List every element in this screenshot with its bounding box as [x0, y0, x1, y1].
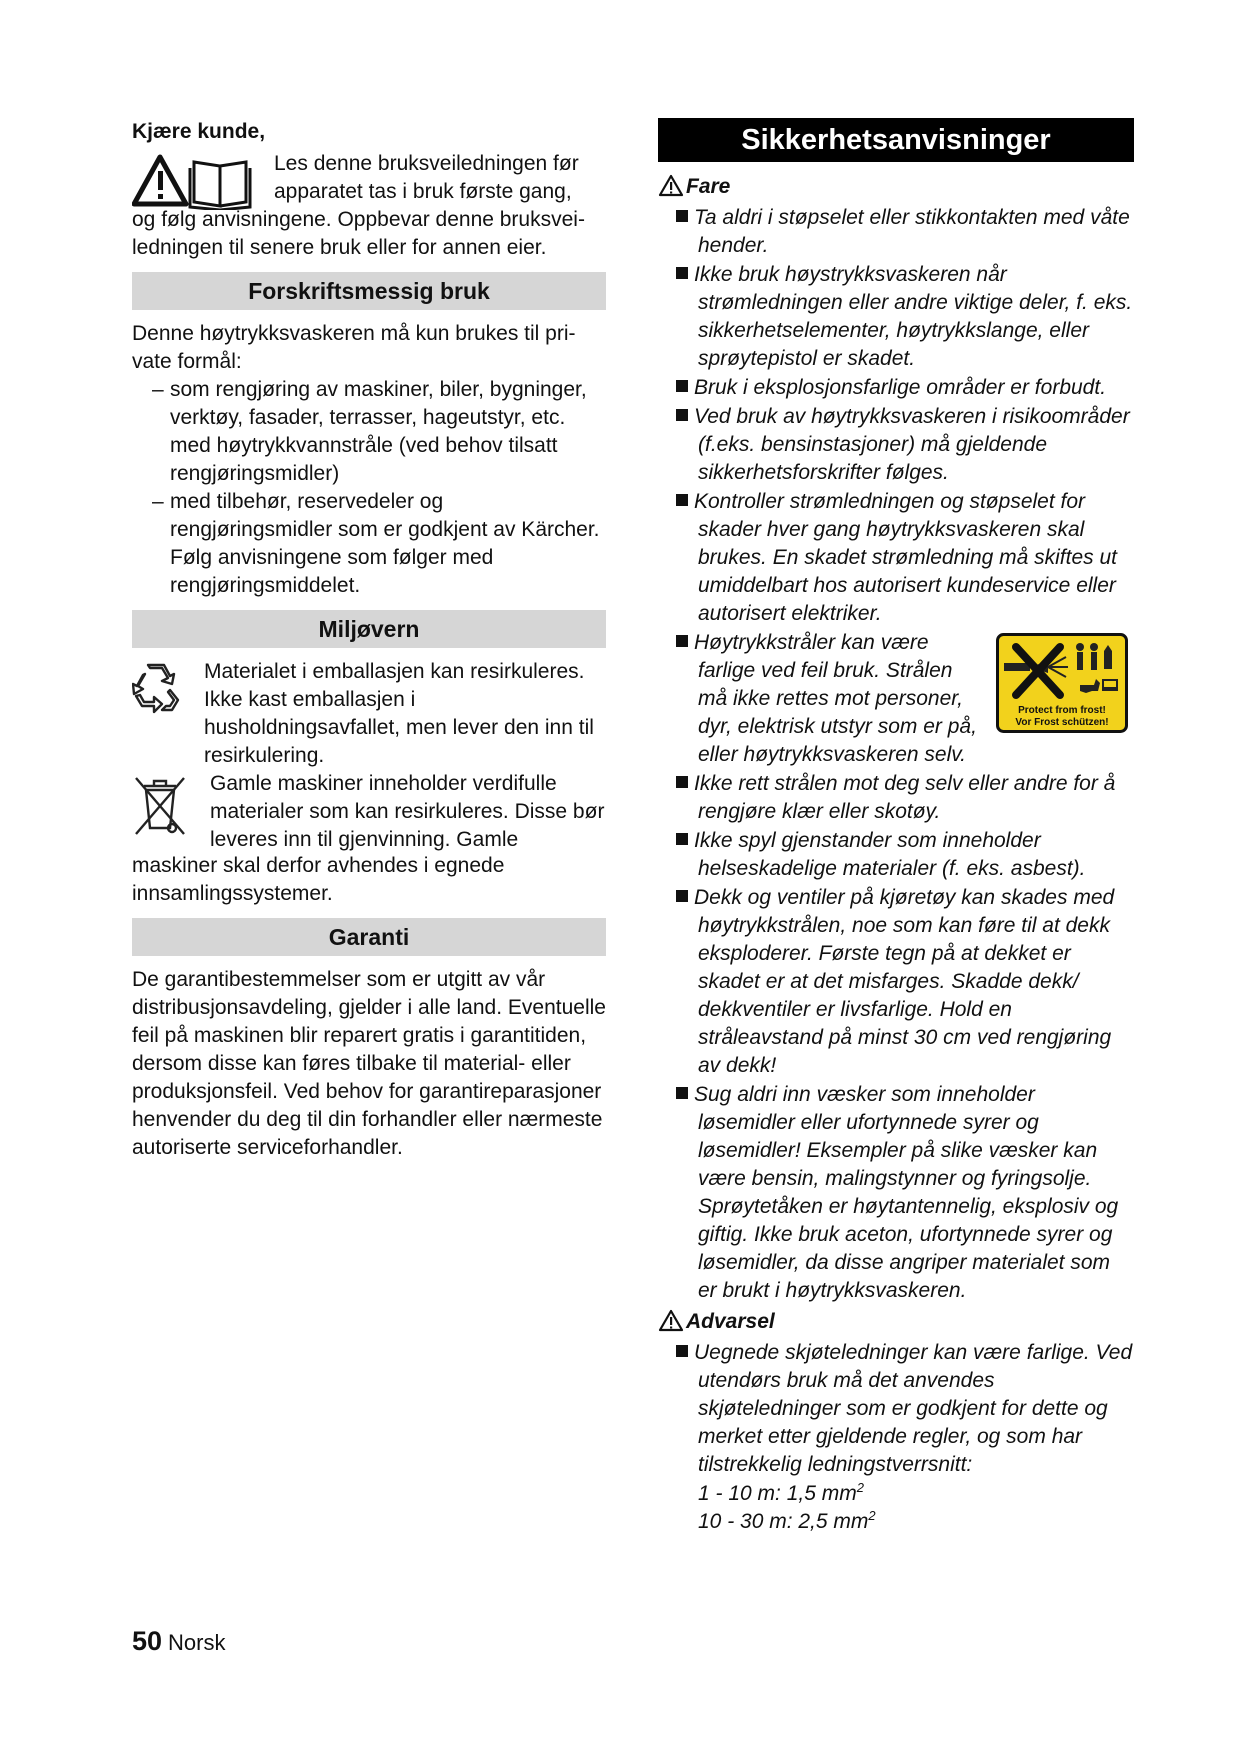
heading-sikkerhetsanvisninger: Sikkerhetsanvisninger: [658, 118, 1134, 162]
bullet-square: [676, 494, 688, 506]
dash-marker: –: [152, 378, 164, 401]
fare-heading: [658, 172, 1134, 202]
right-column: [658, 118, 1134, 1536]
garanti-text: De garantibestemmelser som er utgitt av vår distribusjonsavdeling, gjelder i alle land. Eventuelle feil på maskinen blir reparert gratis i garantitiden, dersom disse kan føres tilbake til material- eller produksjonsfeil. Ved behov for garantireparasjoner henvender du deg til din forhandler eller nærmeste autoriserte serviceforhandler.: [132, 968, 606, 1159]
recycling-icon: [132, 662, 182, 714]
left-column: [132, 118, 606, 1162]
forskrift-text: Denne høytrykksvaskeren må kun brukes til pri-vate formål:: [132, 322, 576, 373]
advarsel-spec-1: [658, 1480, 1134, 1508]
crossed-bin-icon: [132, 774, 188, 838]
fare-bullet-5-text: Kontroller strømledningen og støpselet for skader hver gang høytrykksvaskeren skal brukes. En skadet strømledning må skiftes ut umiddelbart hos autorisert kundeservice eller autorisert elektriker.: [694, 490, 1118, 625]
fare-bullet-9-text: Dekk og ventiler på kjøretøy kan skades med høytrykkstrålen, noe som kan føre til at dekk eksploderer. Første tegn på at dekket er skadet er at det misfarges. Skadde dekk/ dekkventiler er livsfarlige. Hold en stråleavstand på minst 30 cm ved rengjøring av dekk!: [694, 886, 1115, 1077]
intro-line-3: og følg anvisningene. Oppbevar denne bruksvei-: [132, 208, 585, 231]
intro-line-4: ledningen til senere bruk eller for annen eier.: [132, 236, 547, 259]
fare-bullet-10-text: Sug aldri inn væsker som inneholder løsemidler eller ufortynnede syrer og løsemidler! Eksempler på slike væsker kan være bensin, malingstynner og fyringsolje. Sprøytetåken er høytantennelig, eksplosiv og giftig. Ikke bruk aceton, ufortynnede syrer og løsemidler, da disse angriper materialet som er brukt i høytrykksvaskeren.: [694, 1083, 1119, 1302]
advarsel-spec-2: [658, 1508, 1134, 1536]
advarsel-label: Advarsel: [686, 1310, 775, 1333]
fare-bullet-1-text: Ta aldri i støpselet eller stikkontakten med våte hender.: [694, 206, 1130, 257]
fare-bullet-4-text: Ved bruk av høytrykksvaskeren i risikoområder (f.eks. bensinstasjoner) må gjeldende sikkerhetsforskrifter følges.: [694, 405, 1130, 484]
weee-text-cont: maskiner skal derfor avhendes i egnede innsamlingssystemer.: [132, 854, 505, 905]
intro-line-2: apparatet tas i bruk første gang,: [274, 180, 572, 203]
footer-language: Norsk: [168, 1630, 226, 1655]
superscript-2: 2: [868, 1508, 876, 1523]
fare-bullet-7-text: Ikke rett strålen mot deg selv eller andre for å rengjøre klær eller skotøy.: [694, 772, 1116, 823]
heading-garanti: Garanti: [132, 918, 606, 956]
bullet-square: [676, 1345, 688, 1357]
advarsel-spec-1-text: 1 - 10 m: 1,5 mm: [698, 1482, 857, 1505]
bullet-square: [676, 380, 688, 392]
bullet-square: [676, 409, 688, 421]
sticker-line-2: Vor Frost schützen!: [1015, 717, 1109, 728]
sticker-line-1: Protect from frost!: [1018, 705, 1106, 716]
advarsel-heading: [658, 1307, 1134, 1337]
fare-bullet-1: [658, 204, 1134, 260]
forskrift-item-2-text: med tilbehør, reservedeler og rengjøringsmidler som er godkjent av Kärcher. Følg anvisningene som følger med rengjøringsmiddelet.: [170, 490, 600, 597]
intro-block: [132, 150, 606, 262]
bullet-square: [676, 635, 688, 647]
bullet-square: [676, 267, 688, 279]
warning-triangle-icon: [658, 1309, 684, 1332]
dash-marker: –: [152, 490, 164, 513]
fare-bullet-2: [658, 261, 1134, 373]
bullet-square: [676, 890, 688, 902]
weee-block: [132, 770, 606, 854]
fare-bullet-4: [658, 403, 1134, 487]
bullet-square: [676, 1087, 688, 1099]
heading-forskriftsmessig-bruk: Forskriftsmessig bruk: [132, 272, 606, 310]
forskrift-item-2: [132, 488, 606, 600]
fare-bullet-6-text: Høytrykkstråler kan være farlige ved feil bruk. Strålen må ikke rettes mot personer, dyr, elektrisk utstyr som er på, eller høytrykksvaskeren selv.: [694, 631, 977, 766]
weee-text: Gamle maskiner inneholder verdifulle materialer som kan resirkuleres. Disse bør leveres inn til gjenvinning. Gamle: [210, 772, 605, 851]
page-number: 50: [132, 1626, 163, 1656]
fare-bullet-9: [658, 884, 1134, 1080]
advarsel-bullet-text: Uegnede skjøteledninger kan være farlige. Ved utendørs bruk må det anvendes skjøteledninger som er godkjent for dette og merket etter gjeldende regler, og som har tilstrekkelig ledningstverrsnitt:: [694, 1341, 1133, 1476]
fare-bullet-5: [658, 488, 1134, 628]
fare-bullet-10: [658, 1081, 1134, 1305]
high-pressure-warning-sticker-icon: [996, 633, 1128, 733]
advarsel-spec-2-text: 10 - 30 m: 2,5 mm: [698, 1510, 869, 1533]
fare-bullet-6: [658, 629, 984, 769]
greeting: Kjære kunde,: [132, 120, 266, 143]
fare-bullet-7: [658, 770, 1134, 826]
fare-bullet-8: [658, 827, 1134, 883]
intro-line-1: Les denne bruksveiledningen før: [274, 152, 579, 175]
forskrift-item-1: [132, 376, 606, 488]
recycling-block: [132, 658, 606, 770]
warning-book-icon: [132, 154, 254, 210]
fare-bullet-2-text: Ikke bruk høystrykksvaskeren når strømledningen eller andre viktige deler, f. eks. sikkerhetselementer, høytrykkslange, eller sprøytepistol er skadet.: [694, 263, 1133, 370]
warning-triangle-icon: [658, 174, 684, 197]
fare-label: Fare: [686, 175, 731, 198]
superscript-2: 2: [856, 1480, 864, 1495]
bullet-square: [676, 776, 688, 788]
fare-bullet-3-text: Bruk i eksplosjonsfarlige områder er forbudt.: [694, 376, 1107, 399]
fare-bullet-3: [658, 374, 1134, 402]
fare-bullet-6-wrap: [658, 629, 1134, 769]
heading-miljovern: Miljøvern: [132, 610, 606, 648]
advarsel-bullet: [658, 1339, 1134, 1479]
fare-bullet-8-text: Ikke spyl gjenstander som inneholder helseskadelige materialer (f. eks. asbest).: [694, 829, 1086, 880]
forskrift-item-1-text: som rengjøring av maskiner, biler, bygninger, verktøy, fasader, terrasser, hageutstyr, etc. med høytrykkvannstråle (ved behov tilsatt rengjøringsmidler): [170, 378, 587, 485]
bullet-square: [676, 210, 688, 222]
bullet-square: [676, 833, 688, 845]
page-footer: [132, 1626, 226, 1658]
recycling-text: Materialet i emballasjen kan resirkuleres. Ikke kast emballasjen i husholdningsavfallet, men lever den inn til resirkulering.: [204, 660, 594, 767]
